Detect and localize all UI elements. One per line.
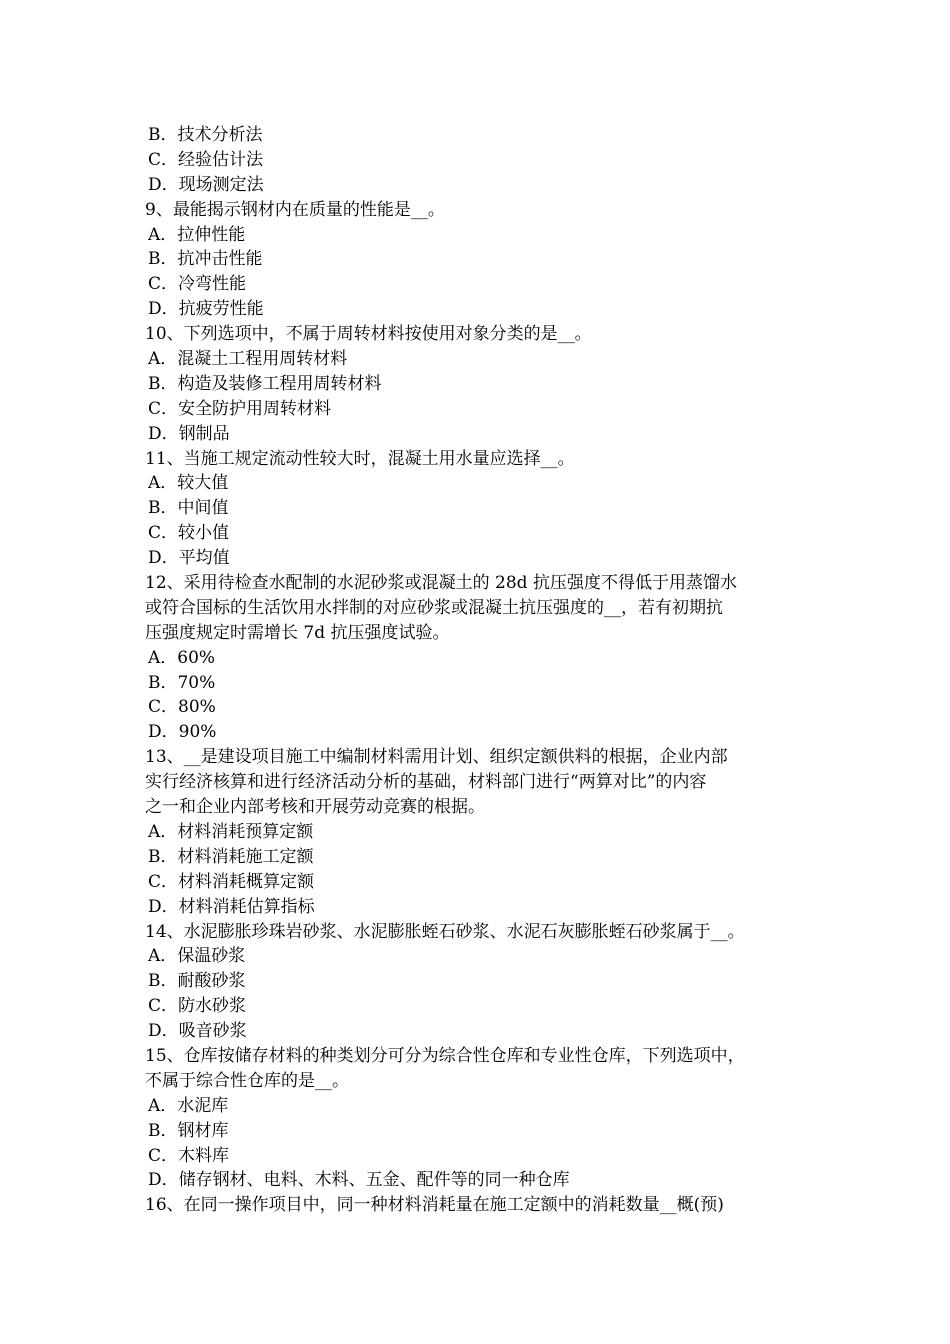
question-text: 13、__是建设项目施工中编制材料需用计划、组织定额供料的根据，企业内部	[145, 747, 728, 768]
question-text: 16、在同一操作项目中，同一种材料消耗量在施工定额中的消耗数量__概(预)	[145, 1195, 724, 1216]
option: B．70%	[148, 672, 216, 693]
question-text: 12、采用待检查水配制的水泥砂浆或混凝土的 28d 抗压强度不得低于用蒸馏水	[145, 573, 737, 594]
question-13	[145, 745, 825, 919]
option: B．中间值	[148, 498, 229, 519]
option-list	[145, 123, 825, 198]
option: D．平均值	[148, 548, 230, 569]
option: C．防水砂浆	[148, 996, 247, 1017]
option: C．较小值	[148, 523, 230, 544]
option: A．保温砂浆	[148, 946, 246, 967]
option: B．构造及装修工程用周转材料	[148, 373, 382, 394]
question-text: 不属于综合性仓库的是__。	[145, 1070, 349, 1091]
document-page	[145, 123, 825, 1218]
option: B．技术分析法	[148, 125, 263, 145]
question-12	[145, 571, 825, 745]
option: A．拉伸性能	[148, 224, 246, 245]
option: D．吸音砂浆	[148, 1021, 247, 1042]
option: C．安全防护用周转材料	[148, 398, 332, 419]
question-text: 之一和企业内部考核和开展劳动竞赛的根据。	[145, 797, 485, 818]
question-10	[145, 322, 825, 446]
question-text: 11、当施工规定流动性较大时，混凝土用水量应选择__。	[145, 448, 575, 469]
question-text: 10、下列选项中，不属于周转材料按使用对象分类的是__。	[145, 324, 592, 345]
option: A．材料消耗预算定额	[148, 821, 314, 842]
option: B．材料消耗施工定额	[148, 846, 314, 867]
option: A．60%	[148, 647, 216, 668]
option: C．冷弯性能	[148, 274, 247, 295]
question-text: 压强度规定时需增长 7d 抗压强度试验。	[145, 622, 450, 643]
option: A．混凝土工程用周转材料	[148, 349, 348, 370]
option: D．储存钢材、电料、木料、五金、配件等的同一种仓库	[148, 1170, 570, 1191]
option: D．抗疲劳性能	[148, 299, 264, 320]
option: C．经验估计法	[148, 149, 264, 170]
question-15	[145, 1044, 825, 1193]
question-16	[145, 1193, 825, 1218]
option: D．材料消耗估算指标	[148, 896, 315, 917]
question-text: 或符合国标的生活饮用水拌制的对应砂浆或混凝土抗压强度的__，若有初期抗	[145, 597, 723, 618]
option: C．材料消耗概算定额	[148, 871, 315, 892]
question-11	[145, 447, 825, 571]
option: C．80%	[148, 697, 216, 718]
question-text: 15、仓库按储存材料的种类划分可分为综合性仓库和专业性仓库，下列选项中，	[145, 1045, 745, 1066]
question-text: 9、最能揭示钢材内在质量的性能是__。	[145, 199, 445, 220]
question-9	[145, 198, 825, 322]
option: B．钢材库	[148, 1120, 229, 1141]
option: B．抗冲击性能	[148, 249, 263, 270]
option: D．90%	[148, 722, 217, 743]
option: C．木料库	[148, 1145, 230, 1166]
option: B．耐酸砂浆	[148, 971, 246, 992]
question-text: 14、水泥膨胀珍珠岩砂浆、水泥膨胀蛭石砂浆、水泥石灰膨胀蛭石砂浆属于__。	[145, 921, 745, 942]
question-14	[145, 920, 825, 1044]
question-text: 实行经济核算和进行经济活动分析的基础，材料部门进行“两算对比”的内容	[145, 772, 707, 793]
option: D．现场测定法	[148, 174, 264, 195]
option: A．较大值	[148, 473, 229, 494]
option: D．钢制品	[148, 423, 230, 444]
option: A．水泥库	[148, 1095, 229, 1116]
